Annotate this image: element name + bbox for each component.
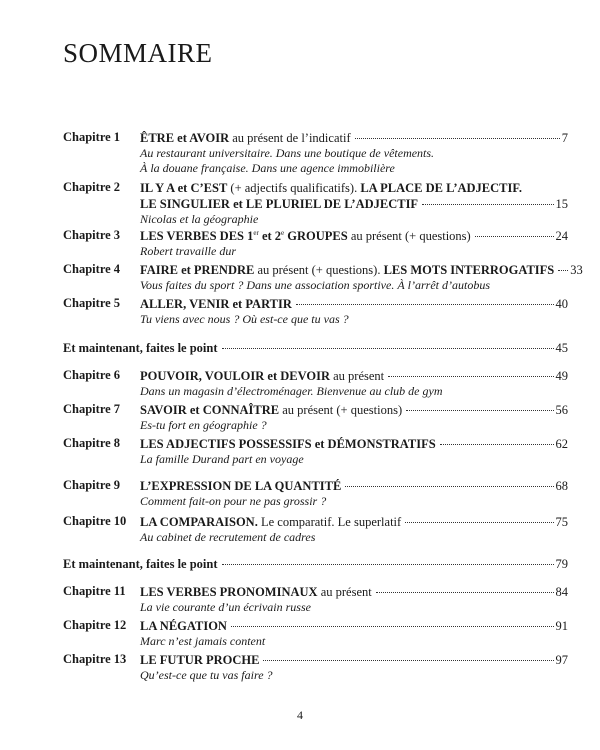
entry-title-line	[140, 130, 568, 146]
page-ref[interactable]: 68	[555, 479, 568, 493]
dot-leader	[222, 554, 554, 565]
page-ref[interactable]: 62	[555, 437, 568, 451]
dot-leader	[422, 194, 553, 205]
dot-leader	[231, 616, 554, 627]
page-ref[interactable]: 45	[555, 341, 568, 355]
entry-title-text: L’EXPRESSION DE LA QUANTITÉ	[140, 479, 342, 493]
entry-title-text: e	[281, 229, 285, 237]
entry-subtitle: Robert travaille dur	[140, 244, 236, 258]
entry-title-text: Le comparatif. Le superlatif	[260, 515, 402, 529]
entry-subtitle: Marc n’est jamais content	[140, 634, 266, 648]
entry-title-text: au présent (+ questions).	[254, 263, 384, 277]
entry-title-text: au présent de l’indicatif	[229, 131, 351, 145]
entry-title-text: au présent (+ questions)	[347, 229, 471, 243]
entry-title-text: Et maintenant, faites le point	[63, 557, 218, 571]
entry-title-line	[140, 652, 568, 668]
entry-title-text: LA NÉGATION	[140, 619, 227, 633]
chapter-label: Chapitre 8	[63, 436, 121, 450]
entry-title-text: (+ adjectifs qualificatifs).	[227, 181, 361, 195]
page-ref[interactable]: 91	[555, 619, 568, 633]
entry-subtitle: Tu viens avec nous ? Où est-ce que tu vas ?	[140, 312, 349, 326]
entry-title-text: au présent (+ questions)	[279, 403, 403, 417]
entry-subtitle: La famille Durand part en voyage	[140, 452, 304, 466]
entry-title-text: LES MOTS INTERROGATIFS	[383, 263, 555, 277]
entry-title-line	[140, 402, 568, 418]
dot-leader	[296, 294, 554, 305]
chapter-label: Chapitre 9	[63, 478, 121, 492]
chapter-label: Chapitre 4	[63, 262, 121, 276]
entry-title-text: au présent	[330, 369, 385, 383]
page-ref[interactable]: 49	[555, 369, 568, 383]
chapter-label: Chapitre 12	[63, 618, 127, 632]
entry-title-text: GROUPES	[284, 229, 348, 243]
entry-title-line	[63, 340, 568, 356]
page-ref[interactable]: 40	[555, 297, 568, 311]
chapter-label: Chapitre 2	[63, 180, 121, 194]
entry-subtitle: Vous faites du sport ? Dans une association sportive. À l’arrêt d’autobus	[140, 278, 490, 292]
page-ref[interactable]: 24	[555, 229, 568, 243]
entry-title-line	[140, 478, 568, 494]
entry-subtitle: Dans un magasin d’électroménager. Bienvenue au club de gym	[140, 384, 443, 398]
chapter-label: Chapitre 11	[63, 584, 126, 598]
entry-title-text: ALLER, VENIR et PARTIR	[140, 297, 292, 311]
entry-title-line	[140, 584, 568, 600]
chapter-label: Chapitre 10	[63, 514, 127, 528]
page-ref[interactable]: 33	[570, 263, 583, 277]
entry-title-text: SAVOIR et CONNAÎTRE	[140, 403, 280, 417]
dot-leader	[345, 476, 553, 487]
entry-title-text: LES VERBES DES 1	[140, 229, 254, 243]
chapter-label: Chapitre 7	[63, 402, 121, 416]
entry-subtitle: Qu’est-ce que tu vas faire ?	[140, 668, 273, 682]
page-ref[interactable]: 75	[555, 515, 568, 529]
entry-subtitle: La vie courante d’un écrivain russe	[140, 600, 311, 614]
entry-title-text: LE FUTUR PROCHE	[140, 653, 260, 667]
page-ref[interactable]: 79	[555, 557, 568, 571]
entry-title-line	[63, 556, 568, 572]
entry-title-text: IL Y A et C’EST	[140, 181, 228, 195]
entry-subtitle: À la douane française. Dans une agence immobilière	[140, 161, 395, 175]
entry-title-text: FAIRE et PRENDRE	[140, 263, 255, 277]
entry-title-line	[140, 368, 568, 384]
dot-leader	[263, 650, 553, 661]
page-ref[interactable]: 97	[555, 653, 568, 667]
page-number: 4	[297, 708, 303, 722]
entry-title-line	[140, 618, 568, 634]
entry-title-text: et 2	[258, 229, 282, 243]
entry-title-text: ÊTRE et AVOIR	[140, 131, 230, 145]
dot-leader	[406, 400, 553, 411]
entry-subtitle: Nicolas et la géographie	[140, 212, 259, 226]
entry-title-line	[140, 196, 568, 212]
chapter-label: Chapitre 6	[63, 368, 121, 382]
page-ref[interactable]: 7	[561, 131, 568, 145]
dot-leader	[355, 128, 560, 139]
entry-title-text: au présent	[317, 585, 372, 599]
entry-title-text: POUVOIR, VOULOIR et DEVOIR	[140, 369, 330, 383]
dot-leader	[388, 366, 553, 377]
chapter-label: Chapitre 1	[63, 130, 121, 144]
entry-subtitle: Au restaurant universitaire. Dans une boutique de vêtements.	[140, 146, 435, 160]
dot-leader	[558, 260, 568, 271]
entry-title-text: LE SINGULIER et LE PLURIEL DE L’ADJECTIF	[140, 197, 419, 211]
dot-leader	[475, 226, 554, 237]
entry-title-line	[140, 514, 568, 530]
entry-title-text: LA COMPARAISON.	[140, 515, 261, 529]
chapter-label: Chapitre 13	[63, 652, 127, 666]
page-ref[interactable]: 56	[555, 403, 568, 417]
dot-leader	[440, 434, 554, 445]
chapter-label: Chapitre 5	[63, 296, 121, 310]
entry-title-text: er	[253, 229, 259, 237]
dot-leader	[222, 338, 554, 349]
entry-subtitle: Es-tu fort en géographie ?	[140, 418, 267, 432]
dot-leader	[376, 582, 554, 593]
page-ref[interactable]: 15	[555, 197, 568, 211]
entry-title-line	[140, 262, 583, 278]
entry-title-line	[140, 296, 568, 312]
entry-title-text: LA PLACE DE L’ADJECTIF.	[360, 181, 522, 195]
entry-title-text: LES ADJECTIFS POSSESSIFS et DÉMONSTRATIFS	[140, 437, 436, 451]
entry-title-text: LES VERBES PRONOMINAUX	[140, 585, 318, 599]
dot-leader	[405, 512, 553, 523]
entry-subtitle: Au cabinet de recrutement de cadres	[140, 530, 316, 544]
chapter-label: Chapitre 3	[63, 228, 121, 242]
page-ref[interactable]: 84	[555, 585, 568, 599]
entry-subtitle: Comment fait-on pour ne pas grossir ?	[140, 494, 327, 508]
entry-title-line	[140, 228, 568, 244]
page-title: SOMMAIRE	[63, 38, 213, 68]
entry-title-line	[140, 436, 568, 452]
entry-title-text: Et maintenant, faites le point	[63, 341, 218, 355]
